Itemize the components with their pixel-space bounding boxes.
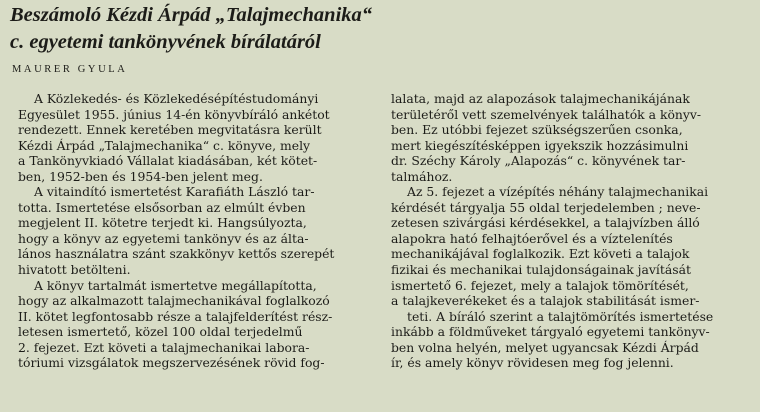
text-line: Az 5. fejezet a vízépítés néhány talajmechanikai <box>407 184 709 200</box>
text-line: területéről vett szemelvények találhatók a könyv- <box>391 106 702 122</box>
text-line: mert kiegészítésképpen igyekszik hozzásimulni <box>391 137 689 153</box>
article-title <box>10 2 630 56</box>
title-line: c. egyetemi tankönyvének bírálatáról <box>10 31 321 53</box>
text-line: fizikai és mechanikai tulajdonságainak javítását <box>391 262 691 278</box>
text-line: ben, 1952-ben és 1954-ben jelent meg. <box>18 168 263 184</box>
text-line: kérdését tárgyalja 55 oldal terjedelemben ; neve- <box>391 199 701 215</box>
text-line: megjelent II. kötetre terjedt ki. Hangsúlyozta, <box>18 215 307 231</box>
text-line: letesen ismertető, közel 100 oldal terjedelmű <box>18 324 303 340</box>
text-line: totta. Ismertetése elsősorban az elmúlt évben <box>18 199 306 215</box>
text-line: A könyv tartalmát ismertetve megállapította, <box>34 277 317 293</box>
text-column-left <box>18 91 367 371</box>
text-line: hogy a könyv az egyetemi tankönyv és az álta- <box>18 230 309 246</box>
text-column-right <box>391 91 740 371</box>
text-line: talmához. <box>391 168 453 184</box>
title-line: Beszámoló Kézdi Árpád „Talajmechanika“ <box>10 4 373 26</box>
text-line: teti. A bíráló szerint a talajtömörítés ismertetése <box>407 308 714 324</box>
text-line: zetesen szivárgási kérdésekkel, a talajvízben álló <box>391 215 700 231</box>
text-line: a talajkeverékeket és a talajok stabilitását ismer- <box>391 293 700 309</box>
text-line: rendezett. Ennek keretében megvitatásra került <box>18 122 322 138</box>
text-line: mechanikájával foglalkozik. Ezt követi a talajok <box>391 246 690 262</box>
text-line: inkább a földműveket tárgyaló egyetemi tankönyv- <box>391 324 710 340</box>
text-line: 2. fejezet. Ezt követi a talajmechanikai labora- <box>18 339 310 355</box>
text-line: Kézdi Árpád „Talajmechanika“ c. könyve, mely <box>18 137 311 153</box>
text-line: ben volna helyén, melyet ugyancsak Kézdi Árpád <box>391 339 699 355</box>
text-line: tóriumi vizsgálatok megszervezésének rövid fog- <box>18 355 325 371</box>
text-line: dr. Széchy Károly „Alapozás“ c. könyvének tar- <box>391 153 686 169</box>
text-line: hivatott betölteni. <box>18 262 131 278</box>
text-line: lános használatra szánt szakkönyv kettős szerepét <box>18 246 335 262</box>
text-line: alapokra ható felhajtóerővel és a víztelenítés <box>391 230 673 246</box>
text-line: A vitaindító ismertetést Karafiáth László tar- <box>34 184 315 200</box>
text-line: ír, és amely könyv rövidesen meg fog jelenni. <box>391 355 674 371</box>
text-line: A Közlekedés- és Közlekedésépítéstudományi <box>34 91 319 106</box>
text-line: Egyesület 1955. június 14-én könyvbíráló ankétot <box>18 106 330 122</box>
text-line: ismertető 6. fejezet, mely a talajok tömörítését, <box>391 277 689 293</box>
text-line: a Tankönyvkiadó Vállalat kiadásában, két kötet- <box>18 153 318 169</box>
author-name: MAURER GYULA <box>12 64 128 75</box>
text-line: ben. Ez utóbbi fejezet szükségszerűen csonka, <box>391 122 683 138</box>
text-line: hogy az alkalmazott talajmechanikával foglalkozó <box>18 293 330 309</box>
text-line: lalata, majd az alapozások talajmechanikájának <box>391 91 690 106</box>
text-line: II. kötet legfontosabb része a talajfelderítést rész- <box>18 308 333 324</box>
